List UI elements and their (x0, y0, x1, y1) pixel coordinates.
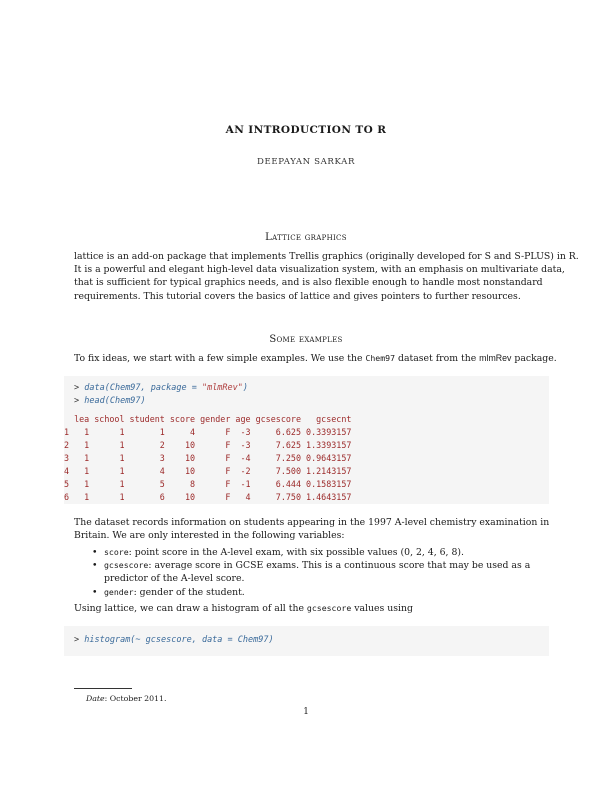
author-name: DEEPAYAN SARKAR (256, 157, 356, 167)
paragraph-line: Britain. We are only interested in the following variables: (74, 530, 345, 542)
variable-name: score (104, 547, 129, 557)
intro-text-c: package. (511, 353, 557, 364)
output-header-row: lea school student score gender age gcsescore gcsecnt (64, 414, 352, 424)
intro-text-a: To fix ideas, we start with a few simple examples. We use the (74, 353, 366, 364)
output-row: 2 1 1 2 10 F -3 7.625 1.3393157 (64, 440, 352, 450)
paragraph-line (74, 352, 557, 365)
paragraph-line: requirements. This tutorial covers the basics of lattice and gives pointers to further resources. (74, 290, 521, 302)
dataset-description-paragraph (74, 516, 550, 542)
list-item: • gcsescore: average score in GCSE exams. This is a continuous score that may be used as a predictor of the A-level score. (92, 560, 531, 585)
paragraph-line: The dataset records information on students appearing in the 1997 A-level chemistry examination in (74, 517, 550, 528)
package-name: mlmRev (479, 353, 512, 363)
variable-name: gcsescore (104, 560, 149, 571)
prompt: > (74, 383, 85, 393)
histogram-intro-paragraph (74, 602, 544, 615)
section-heading-lattice-graphics: Lattice graphics (265, 232, 347, 243)
variable-list (92, 546, 552, 599)
footnote-text: : October 2011. (104, 694, 167, 703)
output-row: 5 1 1 5 8 F -1 6.444 0.1583157 (64, 479, 352, 489)
paragraph-line: It is a powerful and elegant high-level data visualization system, with an emphasis on multivariate data, (74, 264, 565, 276)
footnote-rule (74, 688, 132, 689)
examples-intro-paragraph (74, 352, 557, 365)
hist-text-a: Using lattice, we can draw a histogram of all the (74, 603, 307, 614)
code-call: histogram(~ gcsescore, data = Chem97) (84, 635, 274, 645)
code-call: data(Chem97, package = (84, 383, 202, 393)
section-heading-some-examples: Some examples (269, 334, 343, 345)
code-call: head(Chem97) (84, 396, 146, 406)
page-number: 1 (303, 707, 309, 717)
paragraph-line (74, 602, 544, 615)
list-item: • score: point score in the A-level exam, with six possible values (0, 2, 4, 6, 8). (92, 547, 464, 558)
list-item: • gender: gender of the student. (92, 586, 245, 598)
dataset-name: Chem97 (365, 353, 396, 363)
paragraph-line: that is sufficient for typical graphics needs, and is also flexible enough to handle most nonstandard (74, 277, 543, 289)
code-line-data (74, 383, 248, 393)
bullet-icon: • (92, 560, 98, 572)
variable-name: gender (104, 586, 134, 597)
bullet-icon: • (92, 547, 98, 558)
variable-name: gcsescore (306, 603, 352, 613)
code-line-head (74, 396, 146, 406)
paragraph-line: lattice is an add-on package that implements Trellis graphics (originally developed for S and S-PLUS) in R. (74, 251, 579, 262)
paper-title: AN INTRODUCTION TO R (225, 124, 387, 136)
lattice-intro-paragraph (74, 250, 579, 303)
prompt: > (74, 635, 85, 645)
variable-description-cont: predictor of the A-level score. (104, 573, 245, 585)
code-block-histogram (64, 626, 549, 656)
output-row: 3 1 1 3 10 F -4 7.250 0.9643157 (64, 453, 352, 463)
code-string: "mlmRev" (201, 383, 243, 393)
output-row: 6 1 1 6 10 F 4 7.750 1.4643157 (64, 492, 352, 502)
intro-text-b: dataset from the (395, 353, 480, 364)
footnote-label: Date (86, 694, 105, 703)
footnote (86, 694, 166, 703)
variable-description: point score in the A-level exam, with six possible values (0, 2, 4, 6, 8). (134, 547, 464, 558)
output-row: 1 1 1 1 4 F -3 6.625 0.3393157 (64, 427, 352, 437)
code-call-close: ) (242, 383, 249, 393)
code-block-head-chem97 (64, 376, 549, 504)
output-row: 4 1 1 4 10 F -2 7.500 1.2143157 (64, 466, 352, 476)
bullet-icon: • (92, 586, 98, 598)
hist-text-b: values using (351, 603, 413, 614)
prompt: > (74, 396, 85, 406)
variable-description: gender of the student. (139, 586, 245, 598)
code-line-histogram (74, 635, 274, 645)
variable-description: average score in GCSE exams. This is a continuous score that may be used as a (154, 560, 531, 572)
